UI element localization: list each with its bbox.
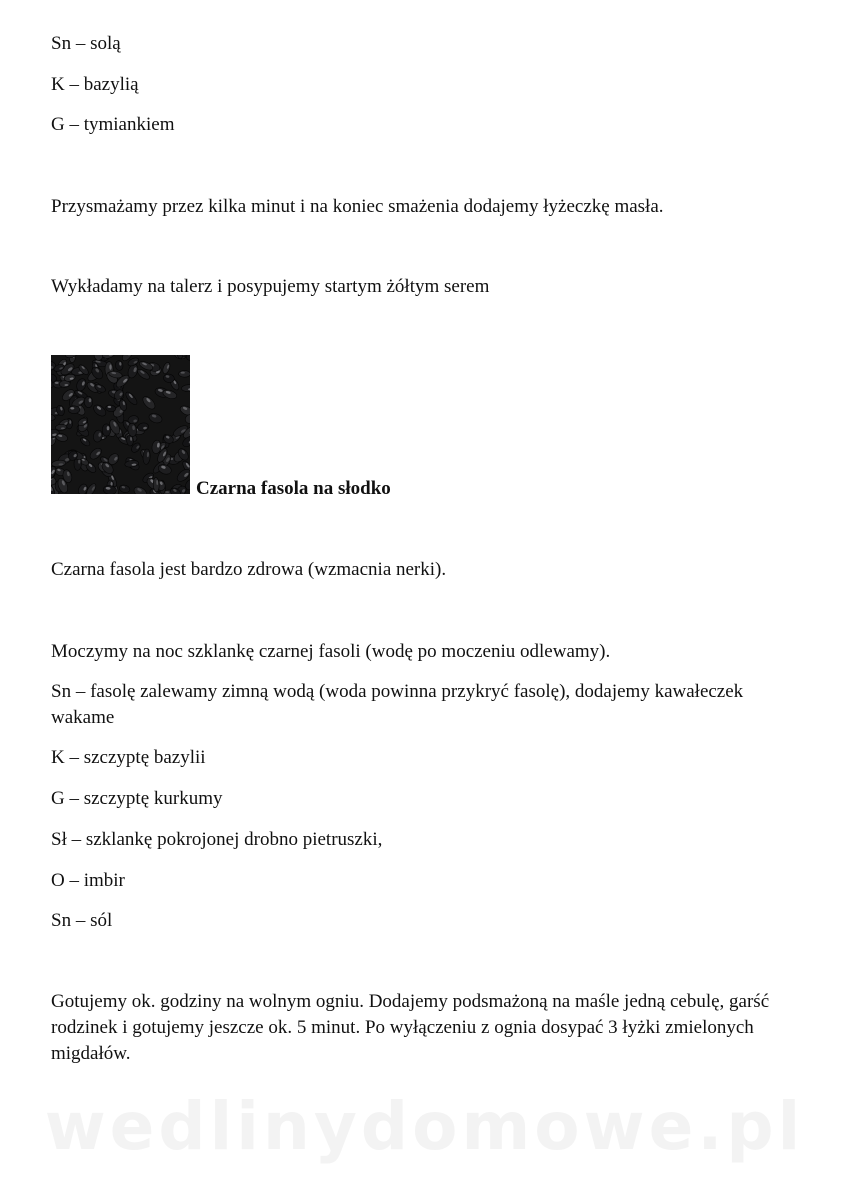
watermark: wedlinydomowe.pl: [44, 1088, 805, 1165]
ingredient-line-k: K – szczyptę bazylii: [51, 747, 206, 768]
paragraph-cooking: Gotujemy ok. godziny na wolnym ogniu. Dodajemy podsmażoną na maśle jedną cebulę, garść rodzinek i gotujemy jeszcze ok. 5 minut. Po wyłączeniu z ognia dosypać 3 łyżki zmielonych migdałów.: [51, 991, 770, 1064]
ingredient-line-sl: Sł – szklankę pokrojonej drobno pietruszki,: [51, 829, 383, 850]
paragraph-health: Czarna fasola jest bardzo zdrowa (wzmacnia nerki).: [51, 559, 447, 580]
recipe-title: Czarna fasola na słodko: [196, 478, 391, 499]
paragraph-serving: Wykładamy na talerz i posypujemy startym żółtym serem: [51, 276, 490, 297]
text-line-sn-sola: Sn – solą: [51, 33, 121, 54]
paragraph-soaking: Moczymy na noc szklankę czarnej fasoli (wodę po moczeniu odlewamy).: [51, 641, 611, 662]
ingredient-line-sn: Sn – sól: [51, 910, 113, 931]
paragraph-frying: Przysmażamy przez kilka minut i na koniec smażenia dodajemy łyżeczkę masła.: [51, 196, 664, 217]
ingredient-line-g: G – szczyptę kurkumy: [51, 788, 223, 809]
paragraph-sn-step: Sn – fasolę zalewamy zimną wodą (woda powinna przykryć fasolę), dodajemy kawałeczek wakame: [51, 681, 744, 728]
ingredient-line-o: O – imbir: [51, 870, 125, 891]
text-line-k-bazylia: K – bazylią: [51, 74, 139, 95]
black-beans-image: [51, 355, 190, 494]
text-line-g-tymiankiem: G – tymiankiem: [51, 114, 175, 135]
